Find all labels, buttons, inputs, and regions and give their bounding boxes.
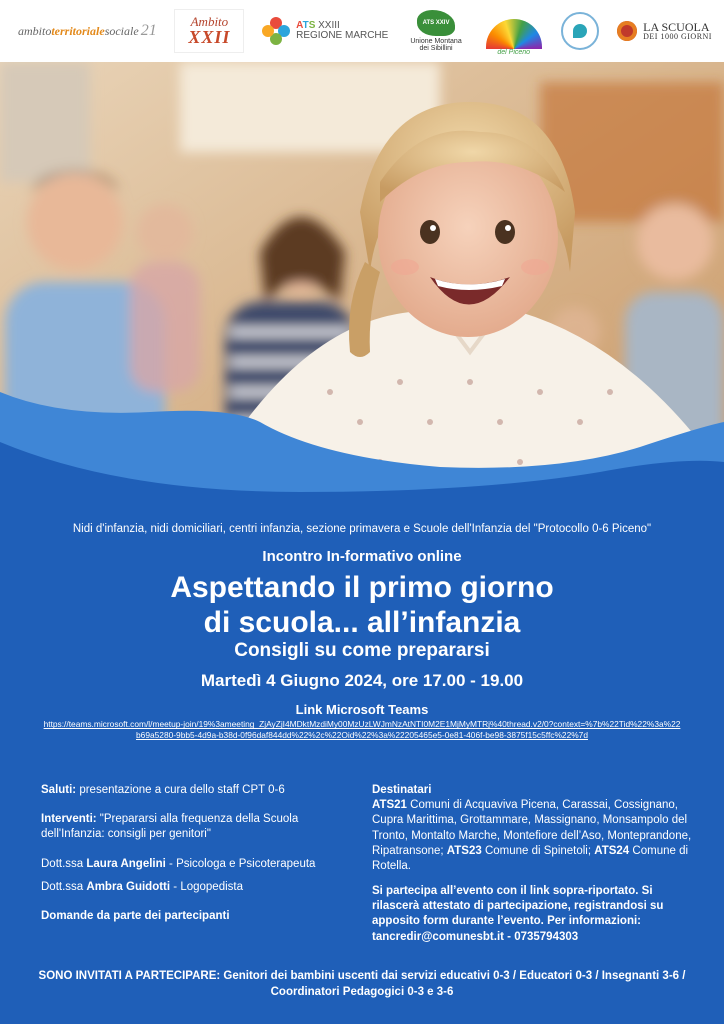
invited-text: SONO INVITATI A PARTECIPARE: Genitori dei bambini uscenti dai servizi educativi 0-3 / Educatori 0-3 / Insegnanti 3-6 / Coordinatori Pedagogici 0-3 e 3-6 bbox=[38, 970, 686, 999]
event-date: Martedì 4 Giugno 2024, ore 17.00 - 19.00 bbox=[200, 671, 524, 691]
logo-text: del Piceno bbox=[497, 48, 531, 56]
logo-text-highlight: territoriale bbox=[51, 23, 105, 38]
ats-xxiii-logo: ATS XXIII REGIONE MARCHE bbox=[262, 17, 388, 45]
logo-number: 21 bbox=[140, 21, 157, 39]
rainbow-icon bbox=[486, 19, 542, 49]
page-title bbox=[0, 571, 724, 641]
logo-region: REGIONE MARCHE bbox=[296, 30, 389, 41]
circle-mark-icon bbox=[617, 21, 637, 41]
event-info bbox=[0, 522, 724, 740]
flower-icon bbox=[262, 17, 290, 45]
circular-logo bbox=[561, 12, 599, 50]
event-type: Incontro In-formativo online bbox=[262, 547, 462, 565]
logo-bar bbox=[0, 0, 724, 62]
unione-montana-logo bbox=[406, 10, 466, 53]
saluti-item: Saluti: presentazione a cura dello staff CPT 0-6 bbox=[41, 784, 285, 796]
rainbow-logo bbox=[484, 6, 544, 56]
teams-link-label: Link Microsoft Teams bbox=[295, 702, 429, 718]
subtitle: Consigli su come prepararsi bbox=[234, 639, 490, 661]
logo-text: sociale bbox=[104, 23, 139, 38]
item-label: Interventi: bbox=[41, 813, 97, 826]
logo-number: XXII bbox=[188, 27, 231, 48]
program-column bbox=[41, 783, 351, 932]
participation-info: Si partecipa all’evento con il link sopra-riportato. Si rilascerà attestato di partecipazione, registrandosi su apposito form durante l’evento. Per informazioni: tancredir@comunesbt.it - 0735794303 bbox=[372, 885, 664, 943]
teams-meeting-link[interactable]: https://teams.microsoft.com/l/meetup-join/19%3ameeting_ZjAyZjI4MDktMzdiMy00MzUzLWJmNzAtNTI0M2E1MjMyMTRj%40thread.v2/0?context=%7b%22Tid%22%3a%22b69a5280-9bb5-4d9a-b38d-0f96daf844dd%22%2c%22Oid%22%3a%22205465e5-0e81-406f-be98-3875f15c5ffc%22%7d bbox=[43, 719, 681, 740]
item-label: Saluti: bbox=[41, 784, 77, 796]
destinatari-block: Destinatari ATS21 Comuni di Acquaviva Picena, Carassai, Cossignano, Cupra Marittima, Grottammare, Massignano, Monsampolo del Tronto, Montalto Marche, Montefiore dell’Aso, Monteprandone, Ripatransone; ATS23 Comune di Spinetoli; ATS24 Comune di Rotella. bbox=[372, 784, 692, 872]
ambito-territoriale-sociale-logo bbox=[18, 23, 157, 40]
ambito-xxii-logo bbox=[174, 9, 244, 53]
interventi-item: Interventi: "Prepararsi alla frequenza della Scuola dell'Infanzia: consigli per genitori" bbox=[41, 813, 299, 841]
leaf-icon bbox=[573, 24, 587, 38]
logo-text: Unione Montana dei Sibillini bbox=[410, 37, 462, 52]
audience-text: Nidi d'infanzia, nidi domiciliari, centri infanzia, sezione primavera e Scuole dell'Infanzia del "Protocollo 0-6 Piceno" bbox=[72, 523, 652, 535]
logo-text: LA SCUOLA bbox=[643, 19, 710, 34]
title-line: Aspettando il primo giorno bbox=[170, 570, 554, 604]
speaker-name: Laura Angelini bbox=[86, 857, 166, 870]
destinatari-heading: Destinatari bbox=[372, 784, 432, 796]
destinatari-column bbox=[372, 783, 692, 955]
speaker-item: Dott.ssa Ambra Guidotti - Logopedista bbox=[41, 880, 243, 893]
questions-item: Domande da parte dei partecipanti bbox=[41, 909, 230, 922]
logo-text: DEI 1000 GIORNI bbox=[643, 32, 712, 42]
hero-photo bbox=[0, 62, 724, 532]
speaker-item: Dott.ssa Laura Angelini - Psicologa e Psicoterapeuta bbox=[41, 857, 316, 870]
mountain-icon: ATS XXIV bbox=[417, 10, 455, 36]
title-line: di scuola... all’infanzia bbox=[203, 605, 521, 639]
logo-number: XXIII bbox=[318, 19, 340, 31]
logo-text: ambito bbox=[18, 23, 52, 38]
children-illustration bbox=[0, 62, 724, 532]
logo-text: Ambito bbox=[190, 13, 229, 29]
speaker-name: Ambra Guidotti bbox=[86, 880, 171, 893]
scuola-1000-giorni-logo bbox=[617, 21, 712, 42]
